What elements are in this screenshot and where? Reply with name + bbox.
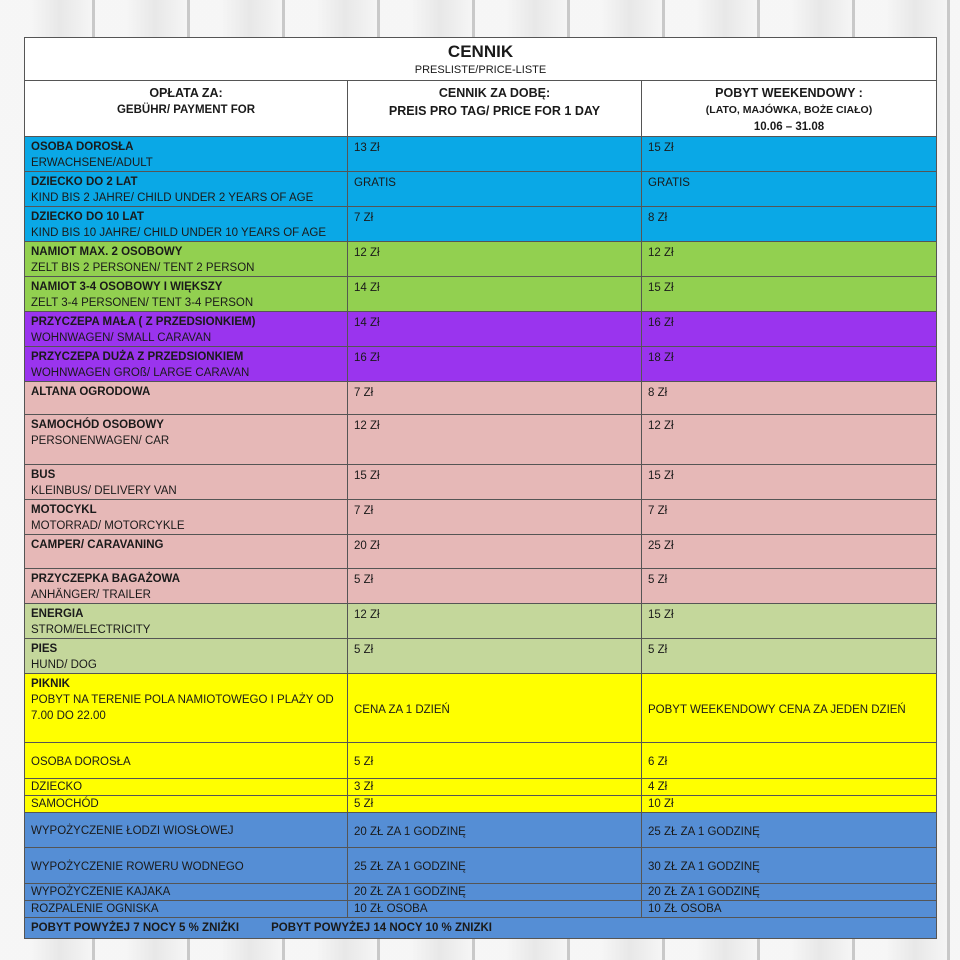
item-name: DZIECKO DO 10 LAT [31,211,144,223]
price-row [25,207,937,242]
rental-row [25,813,937,848]
weekend-price: 7 Zł [642,500,937,535]
picnic-item-name: DZIECKO [25,779,348,796]
day-price: 20 ZŁ ZA 1 GODZINĘ [348,884,642,901]
weekend-price: 15 Zł [642,465,937,500]
discount-14-nights: POBYT POWYŻEJ 14 NOCY 10 % ZNIZKI [271,922,493,934]
item-name: DZIECKO DO 2 LAT [31,176,138,188]
price-row [25,465,937,500]
header-col3-line2: (LATO, MAJÓWKA, BOŻE CIAŁO) [705,104,873,116]
weekend-price: 18 Zł [642,347,937,382]
title-cell [25,38,937,81]
item-cell [25,415,348,465]
item-subtitle: KIND BIS 10 JAHRE/ CHILD UNDER 10 YEARS OF AGE [31,227,327,239]
weekend-price: 8 Zł [642,382,937,415]
weekend-price: 5 Zł [642,639,937,674]
price-row [25,569,937,604]
picnic-row [25,779,937,796]
weekend-price: 30 ZŁ ZA 1 GODZINĘ [642,848,937,884]
day-price: 5 Zł [348,796,642,813]
rental-name: WYPOŻYCZENIE ROWERU WODNEGO [25,848,348,884]
weekend-price: 25 ZŁ ZA 1 GODZINĘ [642,813,937,848]
price-row [25,382,937,415]
picnic-item-name: SAMOCHÓD [25,796,348,813]
item-subtitle: KIND BIS 2 JAHRE/ CHILD UNDER 2 YEARS OF AGE [31,192,314,204]
day-price: 7 Zł [348,207,642,242]
price-row [25,277,937,312]
day-price: 12 Zł [348,242,642,277]
day-price: 7 Zł [348,382,642,415]
price-row [25,347,937,382]
day-price: 12 Zł [348,604,642,639]
item-name: PRZYCZEPA MAŁA ( Z PRZEDSIONKIEM) [31,316,256,328]
weekend-price: 20 ZŁ ZA 1 GODZINĘ [642,884,937,901]
price-row [25,500,937,535]
item-name: PRZYCZEPA DUŻA Z PRZEDSIONKIEM [31,351,244,363]
price-row [25,639,937,674]
day-price: 20 ZŁ ZA 1 GODZINĘ [348,813,642,848]
item-name: MOTOCYKL [31,504,97,516]
weekend-price: 16 Zł [642,312,937,347]
item-name: ENERGIA [31,608,84,620]
picnic-day-label: CENA ZA 1 DZIEŃ [348,674,642,743]
item-cell [25,604,348,639]
column-header-weekend-price [642,81,937,137]
day-price: 3 Zł [348,779,642,796]
header-col1-line1: OPŁATA ZA: [149,86,223,100]
weekend-price: 15 Zł [642,277,937,312]
day-price: 20 Zł [348,535,642,569]
day-price: 25 ZŁ ZA 1 GODZINĘ [348,848,642,884]
day-price: 10 ZŁ OSOBA [348,901,642,918]
header-col2-line1: CENNIK ZA DOBĘ: [438,86,551,100]
item-cell [25,137,348,172]
day-price: 13 Zł [348,137,642,172]
item-subtitle: HUND/ DOG [31,659,97,671]
item-subtitle: WOHNWAGEN GROß/ LARGE CARAVAN [31,367,250,379]
header-col1-line2: GEBÜHR/ PAYMENT FOR [116,104,255,116]
rental-row [25,901,937,918]
price-row [25,604,937,639]
item-name: CAMPER/ CARAVANING [31,539,164,551]
column-header-payment [25,81,348,137]
day-price: 5 Zł [348,639,642,674]
page-title: CENNIK [447,42,514,61]
picnic-description: POBYT NA TERENIE POLA NAMIOTOWEGO I PLAŻY OD 7.00 DO 22.00 [31,694,334,722]
item-name: PRZYCZEPKA BAGAŻOWA [31,573,181,585]
item-subtitle: ANHÄNGER/ TRAILER [31,589,151,601]
item-name: NAMIOT 3-4 OSOBOWY I WIĘKSZY [31,281,223,293]
rental-name: WYPOŻYCZENIE KAJAKA [25,884,348,901]
price-row [25,172,937,207]
item-subtitle: PERSONENWAGEN/ CAR [31,435,170,447]
weekend-price: 10 Zł [642,796,937,813]
day-price: 7 Zł [348,500,642,535]
weekend-price: 25 Zł [642,535,937,569]
rental-name: ROZPALENIE OGNISKA [25,901,348,918]
item-cell [25,277,348,312]
item-cell [25,535,348,569]
weekend-price: 4 Zł [642,779,937,796]
picnic-weekend-label: POBYT WEEKENDOWY CENA ZA JEDEN DZIEŃ [642,674,937,743]
item-name: BUS [31,469,56,481]
item-name: OSOBA DOROSŁA [31,141,134,153]
weekend-price: 15 Zł [642,604,937,639]
weekend-price: 6 Zł [642,743,937,779]
picnic-cell [25,674,348,743]
item-subtitle: WOHNWAGEN/ SMALL CARAVAN [31,332,212,344]
weekend-price: 5 Zł [642,569,937,604]
column-header-row [25,81,937,137]
item-name: ALTANA OGRODOWA [31,386,151,398]
day-price: 14 Zł [348,312,642,347]
item-cell [25,207,348,242]
picnic-row [25,743,937,779]
price-list-table [24,37,937,939]
day-price: 5 Zł [348,743,642,779]
item-cell [25,465,348,500]
weekend-price: 12 Zł [642,415,937,465]
day-price: 15 Zł [348,465,642,500]
weekend-price: GRATIS [642,172,937,207]
weekend-price: 12 Zł [642,242,937,277]
price-row [25,312,937,347]
weekend-price: 10 ZŁ OSOBA [642,901,937,918]
item-cell [25,382,348,415]
price-row [25,535,937,569]
rental-row [25,848,937,884]
column-header-day-price [348,81,642,137]
item-subtitle: ZELT BIS 2 PERSONEN/ TENT 2 PERSON [31,262,255,274]
picnic-row [25,796,937,813]
rental-name: WYPOŻYCZENIE ŁODZI WIOSŁOWEJ [25,813,348,848]
price-row [25,137,937,172]
weekend-price: 15 Zł [642,137,937,172]
picnic-header-row [25,674,937,743]
item-cell [25,639,348,674]
price-row [25,242,937,277]
item-subtitle: ZELT 3-4 PERSONEN/ TENT 3-4 PERSON [31,297,254,309]
item-subtitle: ERWACHSENE/ADULT [31,157,153,169]
footer-row [25,918,937,939]
picnic-item-name: OSOBA DOROSŁA [25,743,348,779]
header-col3-line3: 10.06 – 31.08 [753,121,825,133]
header-col3-line1: POBYT WEEKENDOWY : [715,86,863,100]
day-price: 14 Zł [348,277,642,312]
item-subtitle: KLEINBUS/ DELIVERY VAN [31,485,177,497]
item-cell [25,312,348,347]
item-name: SAMOCHÓD OSOBOWY [31,419,164,431]
day-price: 16 Zł [348,347,642,382]
day-price: 5 Zł [348,569,642,604]
picnic-name: PIKNIK [31,678,70,690]
item-cell [25,172,348,207]
page-subtitle: PRESLISTE/PRICE-LISTE [414,64,547,76]
item-subtitle: MOTORRAD/ MOTORCYKLE [31,520,185,532]
item-cell [25,242,348,277]
day-price: 12 Zł [348,415,642,465]
item-name: NAMIOT MAX. 2 OSOBOWY [31,246,183,258]
item-subtitle: STROM/ELECTRICITY [31,624,151,636]
weekend-price: 8 Zł [642,207,937,242]
rental-row [25,884,937,901]
item-name: PIES [31,643,58,655]
price-row [25,415,937,465]
day-price: GRATIS [348,172,642,207]
header-col2-line2: PREIS PRO TAG/ PRICE FOR 1 DAY [388,104,601,118]
item-cell [25,347,348,382]
item-cell [25,569,348,604]
discount-7-nights: POBYT POWYŻEJ 7 NOCY 5 % ZNIŻKI [31,922,240,934]
item-cell [25,500,348,535]
discount-cell [25,918,937,939]
